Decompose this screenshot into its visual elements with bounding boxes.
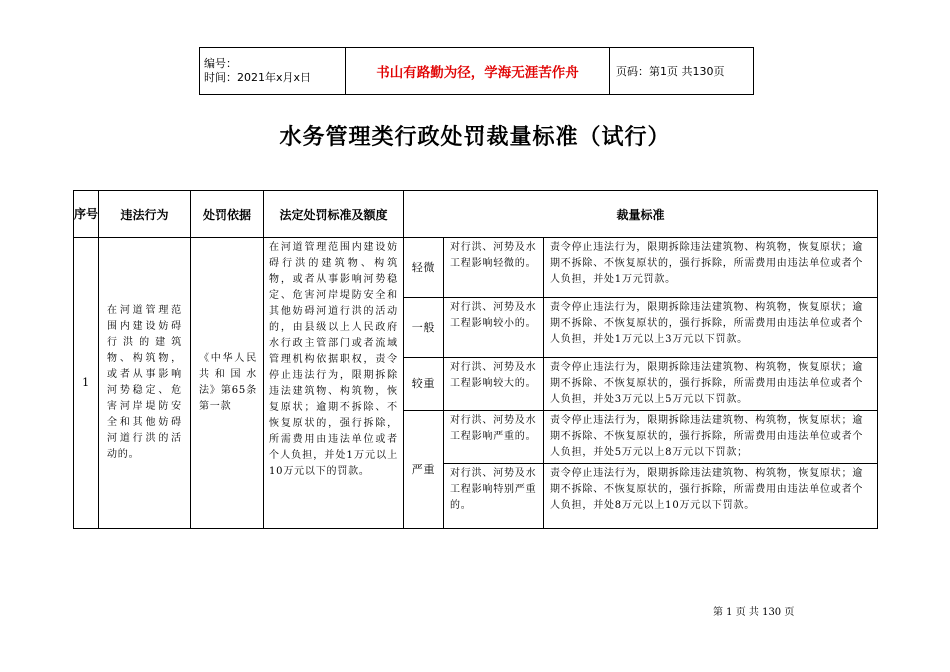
- condition-general: 对行洪、河势及水工程影响较小的。: [444, 298, 544, 358]
- row-basis: 《中华人民共和国水法》第65条第一款: [191, 238, 264, 529]
- time-label: 时间：2021年x月x日: [204, 71, 312, 84]
- motto: 书山有路勤为径，学海无涯苦作舟: [346, 48, 610, 95]
- level-general: 一般: [404, 298, 444, 358]
- result-general: 责令停止违法行为，限期拆除违法建筑物、构筑物，恢复原状；逾期不拆除、不恢复原状的，强行拆除，所需费用由违法单位或者个人负担，并处1万元以上3万元以下罚款。: [544, 298, 878, 358]
- number-label: 编号：: [204, 57, 237, 70]
- page-title: 水务管理类行政处罚裁量标准（试行）: [279, 124, 671, 150]
- condition-severe: 对行洪、河势及水工程影响严重的。: [444, 411, 544, 464]
- condition-extremely-severe: 对行洪、河势及水工程影响特别严重的。: [444, 464, 544, 529]
- condition-minor: 对行洪、河势及水工程影响轻微的。: [444, 238, 544, 298]
- result-extremely-severe: 责令停止违法行为，限期拆除违法建筑物、构筑物，恢复原状；逾期不拆除、不恢复原状的，强行拆除，所需费用由违法单位或者个人负担，并处8万元以上10万元以下罚款。: [544, 464, 878, 529]
- result-serious: 责令停止违法行为，限期拆除违法建筑物、构筑物，恢复原状；逾期不拆除、不恢复原状的，强行拆除，所需费用由违法单位或者个人负担，并处3万元以上5万元以下罚款。: [544, 358, 878, 411]
- condition-serious: 对行洪、河势及水工程影响较大的。: [444, 358, 544, 411]
- row-seq: 1: [74, 238, 99, 529]
- result-severe: 责令停止违法行为，限期拆除违法建筑物、构筑物，恢复原状；逾期不拆除、不恢复原状的，强行拆除，所需费用由违法单位或者个人负担，并处5万元以上8万元以下罚款；: [544, 411, 878, 464]
- level-serious: 较重: [404, 358, 444, 411]
- header-meta: [200, 48, 346, 95]
- penalty-standards-table: [73, 190, 878, 529]
- page-footer: 第 1 页 共 130 页: [713, 607, 795, 618]
- table-header-row: [74, 191, 878, 238]
- result-minor: 责令停止违法行为，限期拆除违法建筑物、构筑物，恢复原状；逾期不拆除、不恢复原状的，强行拆除，所需费用由违法单位或者个人负担，并处1万元罚款。: [544, 238, 878, 298]
- header-seq: 序号: [74, 191, 99, 238]
- header-statutory: 法定处罚标准及额度: [264, 191, 404, 238]
- level-severe: 严重: [404, 411, 444, 529]
- header-behavior: 违法行为: [99, 191, 191, 238]
- table-row: [74, 238, 878, 298]
- header-discretion: 裁量标准: [404, 191, 878, 238]
- page-label: 页码：第1页 共130页: [610, 48, 754, 95]
- document-header: [199, 47, 754, 95]
- row-behavior: 在河道管理范围内建设妨碍行洪的建筑物、构筑物，或者从事影响河势稳定、危害河岸堤防安全和其他妨碍河道行洪的活动的。: [99, 238, 191, 529]
- level-minor: 轻微: [404, 238, 444, 298]
- row-statutory: 在河道管理范围内建设妨碍行洪的建筑物、构筑物，或者从事影响河势稳定、危害河岸堤防安全和其他妨碍河道行洪的活动的，由县级以上人民政府水行政主管部门或者流域管理机构依据职权，责令停止违法行为，限期拆除违法建筑物、构筑物，恢复原状；逾期不拆除、不恢复原状的，强行拆除，所需费用由违法单位或者个人负担，并处1万元以上 10万元以下的罚款。: [264, 238, 404, 529]
- header-basis: 处罚依据: [191, 191, 264, 238]
